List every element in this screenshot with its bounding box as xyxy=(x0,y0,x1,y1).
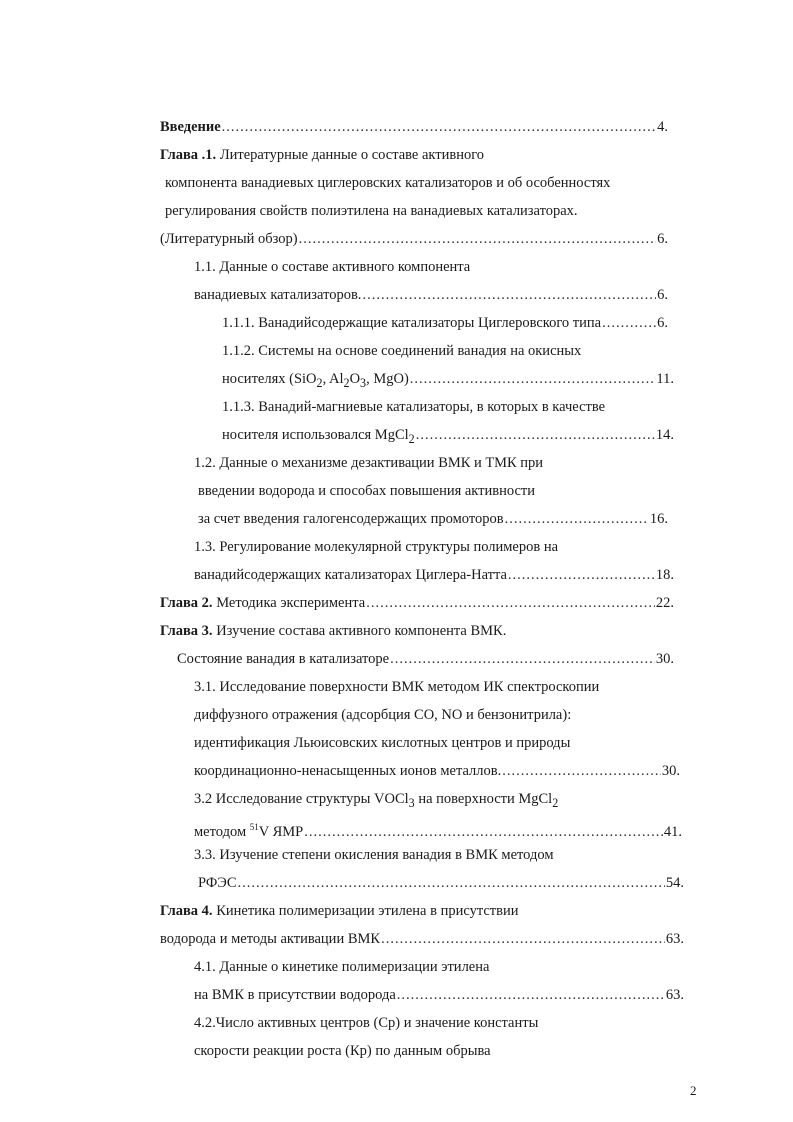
toc-entry-s3-1-line3 xyxy=(194,733,570,753)
dot-leader xyxy=(508,565,655,585)
toc-s1-1-line1: 1.1. Данные о составе активного компонента xyxy=(194,259,471,275)
toc-entry-s1-2-line1 xyxy=(194,453,543,473)
toc-entry-s3-1-line2 xyxy=(194,705,571,725)
toc-entry-ch3-line2 xyxy=(177,649,674,669)
toc-s4-1-page: 63. xyxy=(665,987,684,1003)
dot-leader xyxy=(238,873,665,893)
toc-s1-2-line1: 1.2. Данные о механизме дезактивации ВМК и ТМК при xyxy=(194,455,544,471)
toc-ch3-prefix: Глава 3. xyxy=(160,623,213,639)
toc-entry-s1-1-2-line1 xyxy=(222,341,581,361)
toc-s3-1-line2: диффузного отражения (адсорбция CO, NO и бензонитрила): xyxy=(194,707,572,723)
dot-leader xyxy=(505,509,649,529)
toc-intro-page: 4. xyxy=(657,119,668,135)
toc-s1-1-1-page: 6. xyxy=(657,315,668,331)
toc-entry-s4-1-line1 xyxy=(194,957,489,977)
toc-entry-ch4-line1 xyxy=(160,901,519,921)
dot-leader xyxy=(502,761,661,781)
toc-s1-1-1-title: 1.1.1. Ванадийсодержащие катализаторы Циглеровского типа xyxy=(222,315,602,331)
toc-entry-s1-3-line2 xyxy=(194,565,674,585)
toc-s3-3-line1: 3.3. Изучение степени окисления ванадия в ВМК методом xyxy=(194,847,554,863)
dot-leader xyxy=(390,649,655,669)
toc-entry-ch3-line1 xyxy=(160,621,506,641)
toc-entry-s3-1-line4 xyxy=(194,761,680,781)
toc-s3-3-page: 54. xyxy=(665,875,684,891)
toc-ch2-page: 22. xyxy=(655,595,674,611)
toc-entry-s1-1-line2 xyxy=(194,285,668,305)
dot-leader xyxy=(222,117,656,137)
toc-s1-1-2-line1: 1.1.2. Системы на основе соединений ванадия на окисных xyxy=(222,343,582,359)
toc-entry-s1-2-line3 xyxy=(198,509,668,529)
toc-s1-1-3-line2: носителя использовался MgCl$_2$ xyxy=(222,427,415,446)
toc-entry-s1-1-1 xyxy=(222,313,668,333)
toc-entry-ch1-line2 xyxy=(165,173,610,193)
toc-s3-1-line4: координационно-ненасыщенных ионов металлов. xyxy=(194,763,502,779)
toc-entry-s1-1-3-line1 xyxy=(222,397,605,417)
toc-entry-s3-3-line1 xyxy=(194,845,554,865)
toc-entry-s1-3-line1 xyxy=(194,537,558,557)
toc-s1-1-2-page: 11. xyxy=(656,371,674,387)
dot-leader xyxy=(416,425,655,445)
toc-ch1-line3: регулирования свойств полиэтилена на ванадиевых катализаторах. xyxy=(165,203,578,219)
toc-s1-2-line3: за счет введения галогенсодержащих промоторов xyxy=(198,511,504,527)
toc-s3-2-line1: 3.2 Исследование структуры VOCl$_3$ на поверхности MgCl$_2$ xyxy=(194,791,559,810)
toc-entry-s3-2-line2 xyxy=(194,817,682,840)
toc-entry-ch4-line2 xyxy=(160,929,684,949)
toc-entry-s4-2-line2 xyxy=(194,1041,491,1061)
toc-entry-ch1-line4 xyxy=(160,229,668,249)
toc-s1-1-3-line1: 1.1.3. Ванадий-магниевые катализаторы, в которых в качестве xyxy=(222,399,606,415)
toc-s1-1-3-page: 14. xyxy=(655,427,674,443)
toc-ch4-line2: водорода и методы активации ВМК xyxy=(160,931,381,947)
toc-entry-s1-1-line1 xyxy=(194,257,470,277)
toc-ch3-page: 30. xyxy=(655,651,674,667)
toc-s3-2-line2: методом $^{51}$V ЯМР xyxy=(194,822,304,840)
toc-ch4-page: 63. xyxy=(665,931,684,947)
toc-entry-s1-1-2-line2 xyxy=(222,369,674,389)
toc-intro-label: Введение xyxy=(160,119,221,135)
toc-entry-ch2 xyxy=(160,593,674,613)
toc-s1-3-line1: 1.3. Регулирование молекулярной структуры полимеров на xyxy=(194,539,559,555)
toc-s3-1-line3: идентификация Льюисовских кислотных центров и природы xyxy=(194,735,571,751)
dot-leader xyxy=(381,929,665,949)
toc-ch1-title: Литературные данные о составе активного xyxy=(219,147,485,163)
toc-s4-2-line2: скорости реакции роста (Кр) по данным обрыва xyxy=(194,1043,491,1059)
toc-s3-3-line2: РФЭС xyxy=(198,875,237,891)
toc-ch1-line2: компонента ванадиевых циглеровских катализаторов и об особенностях xyxy=(165,175,611,191)
toc-s1-1-line2: ванадиевых катализаторов. xyxy=(194,287,362,303)
toc-s4-1-line2: на ВМК в присутствии водорода xyxy=(194,987,396,1003)
dot-leader xyxy=(299,229,656,249)
toc-entry-s4-1-line2 xyxy=(194,985,684,1005)
toc-ch1-line4: (Литературный обзор) xyxy=(160,231,298,247)
toc-s4-2-line1: 4.2.Число активных центров (Ср) и значение константы xyxy=(194,1015,539,1031)
toc-s1-1-page: 6. xyxy=(657,287,668,303)
toc-s3-1-line1: 3.1. Исследование поверхности ВМК методом ИК спектроскопии xyxy=(194,679,600,695)
dot-leader xyxy=(366,593,655,613)
toc-ch4-prefix: Глава 4. xyxy=(160,903,213,919)
toc-entry-ch1-line3 xyxy=(165,201,578,221)
toc-ch1-prefix: Глава .1. xyxy=(160,147,217,163)
toc-entry-s3-2-line1 xyxy=(194,789,558,809)
toc-s3-2-page: 41. xyxy=(663,823,682,840)
dot-leader xyxy=(410,369,656,389)
dot-leader xyxy=(602,313,656,333)
toc-entry-s3-3-line2 xyxy=(198,873,684,893)
toc-s1-2-page: 16. xyxy=(649,511,668,527)
toc-entry-intro xyxy=(160,117,668,137)
toc-s1-1-2-line2: носителях (SiO$_2$, $Al_2O_3$, MgO) xyxy=(222,371,409,390)
toc-entry-s3-1-line1 xyxy=(194,677,599,697)
toc-ch2-prefix: Глава 2. xyxy=(160,595,213,611)
toc-ch3-line2: Состояние ванадия в катализаторе xyxy=(177,651,390,667)
toc-s3-1-page: 30. xyxy=(661,763,680,779)
page-number: 2 xyxy=(690,1083,697,1098)
toc-ch4-title: Кинетика полимеризации этилена в присутствии xyxy=(216,903,519,919)
toc-s1-3-page: 18. xyxy=(655,567,674,583)
dot-leader xyxy=(304,822,663,842)
toc-s4-1-line1: 4.1. Данные о кинетике полимеризации этилена xyxy=(194,959,490,975)
toc-ch1-page: 6. xyxy=(657,231,668,247)
toc-entry-ch1-line1 xyxy=(160,145,484,165)
toc-entry-s1-2-line2 xyxy=(198,481,535,501)
toc-entry-s4-2-line1 xyxy=(194,1013,538,1033)
toc-entry-s1-1-3-line2 xyxy=(222,425,674,445)
toc-ch3-title: Изучение состава активного компонента ВМК. xyxy=(216,623,507,639)
toc-s1-3-line2: ванадийсодержащих катализаторах Циглера-Натта xyxy=(194,567,507,583)
dot-leader xyxy=(397,985,665,1005)
dot-leader xyxy=(362,285,656,305)
toc-ch2-title: Методика эксперимента xyxy=(216,595,366,611)
toc-s1-2-line2: введении водорода и способах повышения активности xyxy=(198,483,536,499)
